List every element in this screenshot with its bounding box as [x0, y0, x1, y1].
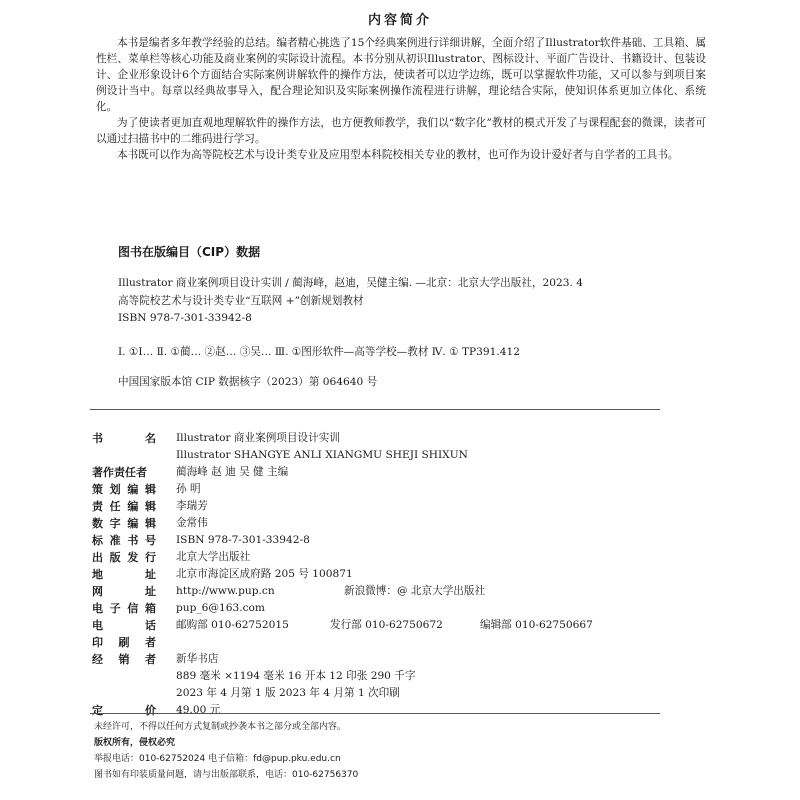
detail-label: 经销者 [92, 653, 156, 666]
detail-edition: 2023 年 4 月第 1 版 2023 年 4 月第 1 次印刷 [176, 687, 400, 699]
intro-title: 内容简介 [367, 13, 432, 28]
detail-label: 地址 [92, 568, 156, 581]
detail-spec: 889 毫米 ×1194 毫米 16 开本 12 印张 290 千字 [176, 670, 416, 682]
detail-title-cn: Illustrator 商业案例项目设计实训 [176, 432, 340, 444]
divider-bottom [90, 713, 660, 714]
detail-email: pup_6@163.com [176, 602, 265, 614]
intro-paragraph-3: 本书既可以作为高等院校艺术与设计类专业及应用型本科院校相关专业的教材，也可作为设计爱好者与自学者的工具书。 [117, 149, 679, 161]
detail-label: 电话 [92, 619, 156, 632]
detail-authors: 蔺海峰 赵 迪 吴 健 主编 [176, 466, 289, 478]
detail-responsible: 李瑞芳 [176, 500, 208, 512]
intro-paragraph-2: 为了使读者更加直观地理解软件的操作方法，也方便教师教学，我们以“数字化”教材的模式开发了与课程配套的微课，读者可以通过扫描书中的二维码进行学习。 [96, 117, 706, 145]
cip-series-line: 高等院校艺术与设计类专业“互联网 +”创新规划教材 [118, 295, 364, 307]
detail-label: 定价 [92, 704, 156, 717]
detail-isbn: ISBN 978-7-301-33942-8 [176, 534, 310, 546]
detail-phone-dist: 发行部 010-62750672 [330, 619, 443, 631]
detail-publisher: 北京大学出版社 [176, 551, 251, 563]
detail-phone-mail: 邮购部 010-62752015 [176, 619, 289, 631]
detail-seller: 新华书店 [176, 653, 219, 665]
detail-label: 印刷者 [92, 636, 156, 649]
detail-label: 电子信箱 [92, 602, 156, 615]
detail-label: 书名 [92, 432, 156, 445]
detail-website: http://www.pup.cn [176, 585, 275, 597]
intro-body [96, 35, 706, 163]
detail-label: 责任编辑 [92, 500, 156, 513]
detail-phone-edit: 编辑部 010-62750667 [480, 619, 593, 631]
footer-report: 举报电话：010-62752024 电子信箱：fd@pup.pku.edu.cn [94, 754, 341, 764]
detail-label: 标准书号 [92, 534, 156, 547]
cip-heading: 图书在版编目（CIP）数据 [118, 245, 261, 259]
detail-label: 网址 [92, 585, 156, 598]
cip-title-line: Illustrator 商业案例项目设计实训 / 蔺海峰，赵迪，吴健主编. —北京：北京大学出版社，2023. 4 [118, 277, 583, 289]
intro-paragraph-1: 本书是编者多年教学经验的总结。编者精心挑选了15个经典案例进行详细讲解，全面介绍了Illustrator软件基础、工具箱、属性栏、菜单栏等核心功能及商业案例的实际设计流程。本书分别从初识Illustrator、图标设计、平面广告设计、书籍设计、包装设计、企业形象设计6个方面结合实际案例讲解软件的操作方法，使读者可以边学边练，既可以掌握软件功能，又可以参与到项目案例设计当中。每章以经典故事导入，配合理论知识及实际案例操作流程进行讲解，理论结合实际，使知识体系更加立体化、系统化。 [96, 37, 706, 113]
cip-record-line: 中国国家版本馆 CIP 数据核字（2023）第 064640 号 [118, 376, 378, 388]
footer-notice: 未经许可，不得以任何方式复制或抄袭本书之部分或全部内容。 [94, 722, 347, 732]
footer-quality: 图书如有印装质量问题，请与出版部联系，电话：010-62756370 [94, 770, 359, 780]
detail-weibo: 新浪微博：@ 北京大学出版社 [344, 585, 486, 597]
cip-classification-line: Ⅰ. ①I… Ⅱ. ①蔺… ②赵… ③吴… Ⅲ. ①图形软件—高等学校—教材 Ⅳ. ① TP391.412 [118, 346, 520, 358]
detail-planning: 孙 明 [176, 483, 201, 495]
detail-digital: 金常伟 [176, 517, 208, 529]
detail-label: 策划编辑 [92, 483, 156, 496]
copyright-footer [94, 719, 694, 783]
detail-label: 数字编辑 [92, 517, 156, 530]
cip-isbn-line: ISBN 978-7-301-33942-8 [118, 312, 252, 324]
footer-rights: 版权所有，侵权必究 [94, 738, 176, 748]
detail-title-en: Illustrator SHANGYE ANLI XIANGMU SHEJI SHIXUN [176, 449, 468, 461]
detail-label: 出版发行 [92, 551, 156, 564]
detail-label: 著作责任者 [92, 466, 147, 479]
divider-top [90, 409, 660, 410]
detail-address: 北京市海淀区成府路 205 号 100871 [176, 568, 353, 580]
detail-price: 49.00 元 [176, 704, 221, 716]
